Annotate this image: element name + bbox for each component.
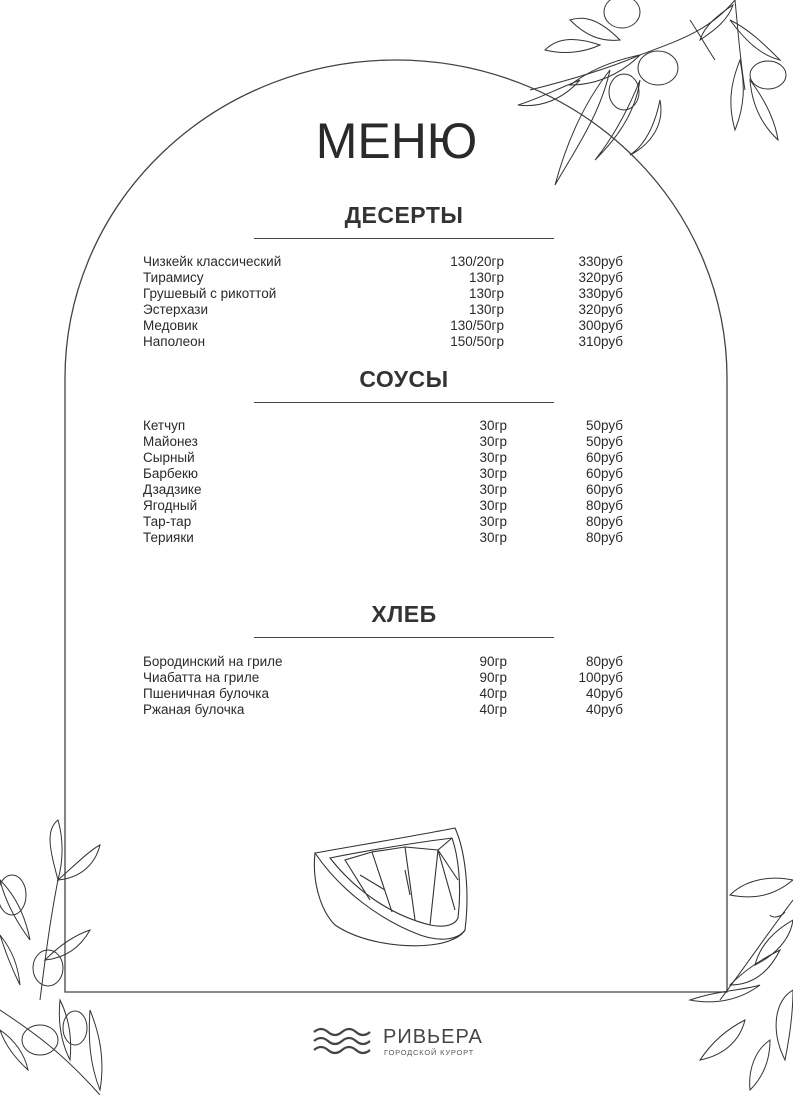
item-weight: 150/50гр: [450, 334, 504, 349]
item-price: 310руб: [578, 334, 623, 349]
item-name: Эстерхази: [143, 302, 209, 317]
item-price: 300руб: [578, 318, 623, 333]
item-weight: 30гр: [479, 466, 507, 481]
item-name: Майонез: [143, 434, 198, 449]
item-price: 320руб: [578, 302, 623, 317]
item-price: 40руб: [585, 686, 623, 701]
list-item: [143, 530, 623, 546]
item-price: 330руб: [578, 254, 623, 269]
item-name: Чизкейк классический: [143, 254, 282, 269]
item-price: 60руб: [585, 466, 623, 481]
item-price: 330руб: [578, 286, 623, 301]
list-item: [143, 302, 623, 318]
section-divider: [254, 402, 554, 403]
list-item: [143, 670, 623, 686]
item-price: 60руб: [585, 482, 623, 497]
list-item: [143, 702, 623, 718]
item-weight: 40гр: [479, 702, 507, 717]
logo-name: РИВЬЕРА: [383, 1026, 483, 1048]
item-name: Чиабатта на гриле: [143, 670, 260, 685]
item-name: Терияки: [143, 530, 194, 545]
menu-title: МЕНЮ: [315, 113, 478, 169]
item-weight: 130гр: [469, 286, 504, 301]
item-name: Бородинский на гриле: [143, 654, 283, 669]
item-price: 80руб: [585, 498, 623, 513]
list-item: [143, 466, 623, 482]
item-price: 100руб: [578, 670, 623, 685]
item-weight: 130/20гр: [450, 254, 504, 269]
citrus-slice-illustration: [314, 828, 467, 946]
logo-tagline: ГОРОДСКОЙ КУРОРТ: [384, 1048, 475, 1057]
item-price: 40руб: [585, 702, 623, 717]
list-item: [143, 334, 623, 350]
bread-list: [143, 654, 623, 718]
section-title-sauces: СОУСЫ: [359, 366, 449, 392]
list-item: [143, 254, 623, 270]
section-divider: [254, 238, 554, 239]
item-name: Ржаная булочка: [143, 702, 245, 717]
item-name: Ягодный: [143, 498, 198, 513]
olive-branch-bottom-right: [690, 878, 793, 1090]
riviera-logo: [313, 1024, 488, 1060]
item-name: Дзадзике: [143, 482, 202, 497]
section-divider: [254, 637, 554, 638]
list-item: [143, 418, 623, 434]
item-price: 80руб: [585, 530, 623, 545]
olive-branch-bottom-left: [0, 820, 102, 1095]
item-weight: 30гр: [479, 418, 507, 433]
item-weight: 130/50гр: [450, 318, 504, 333]
list-item: [143, 434, 623, 450]
list-item: [143, 686, 623, 702]
item-weight: 30гр: [479, 514, 507, 529]
item-name: Тар-тар: [143, 514, 192, 529]
item-name: Пшеничная булочка: [143, 686, 269, 701]
item-weight: 90гр: [479, 654, 507, 669]
item-price: 50руб: [585, 418, 623, 433]
section-title-bread: ХЛЕБ: [371, 601, 437, 627]
item-price: 80руб: [585, 514, 623, 529]
item-price: 320руб: [578, 270, 623, 285]
item-name: Наполеон: [143, 334, 206, 349]
item-name: Медовик: [143, 318, 198, 333]
list-item: [143, 514, 623, 530]
list-item: [143, 482, 623, 498]
item-weight: 90гр: [479, 670, 507, 685]
list-item: [143, 498, 623, 514]
item-weight: 130гр: [469, 302, 504, 317]
item-weight: 130гр: [469, 270, 504, 285]
item-weight: 40гр: [479, 686, 507, 701]
list-item: [143, 450, 623, 466]
item-name: Сырный: [143, 450, 195, 465]
item-weight: 30гр: [479, 450, 507, 465]
item-name: Тирамису: [143, 270, 204, 285]
sauces-list: [143, 418, 623, 546]
item-weight: 30гр: [479, 434, 507, 449]
section-title-desserts: ДЕСЕРТЫ: [344, 202, 464, 228]
item-weight: 30гр: [479, 530, 507, 545]
item-name: Грушевый с рикоттой: [143, 286, 277, 301]
item-price: 80руб: [585, 654, 623, 669]
list-item: [143, 270, 623, 286]
item-price: 50руб: [585, 434, 623, 449]
item-weight: 30гр: [479, 498, 507, 513]
list-item: [143, 318, 623, 334]
desserts-list: [143, 254, 623, 350]
list-item: [143, 654, 623, 670]
item-name: Кетчуп: [143, 418, 186, 433]
waves-icon: [313, 1026, 375, 1056]
item-name: Барбекю: [143, 466, 198, 481]
item-weight: 30гр: [479, 482, 507, 497]
item-price: 60руб: [585, 450, 623, 465]
list-item: [143, 286, 623, 302]
